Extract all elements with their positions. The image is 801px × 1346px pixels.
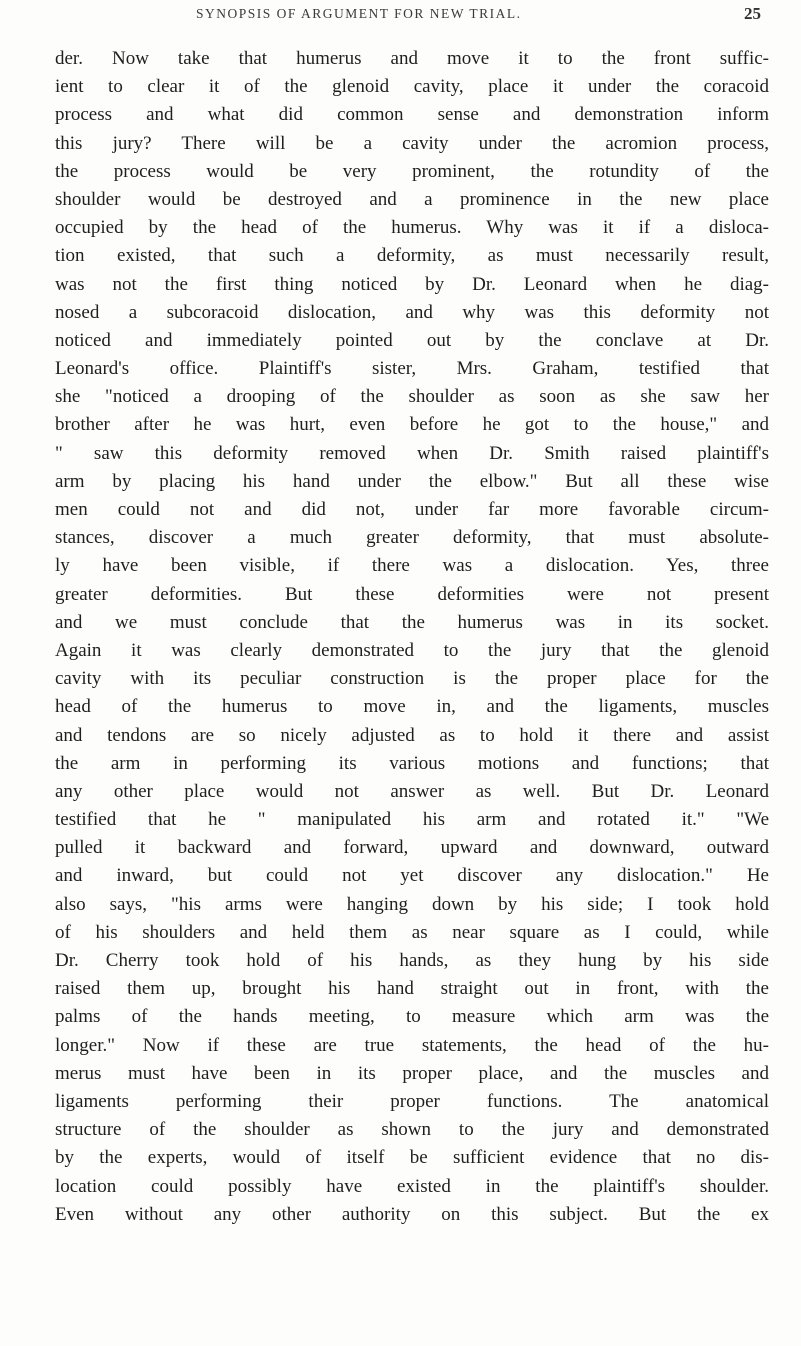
text-line: she "noticed a drooping of the shoulder as soon as she saw her xyxy=(55,386,769,408)
text-line: arm by placing his hand under the elbow." But all these wise xyxy=(55,470,769,492)
text-line: Dr. Cherry took hold of his hands, as they hung by his side xyxy=(55,950,769,971)
text-line: palms of the hands meeting, to measure which arm was the xyxy=(55,1006,769,1028)
text-line: noticed and immediately pointed out by the conclave at Dr. xyxy=(55,329,769,351)
text-line: this jury? There will be a cavity under the acromion process, xyxy=(55,132,769,154)
text-line: cavity with its peculiar construction is the proper place for the xyxy=(55,668,769,690)
text-line: Again it was clearly demonstrated to the jury that the glenoid xyxy=(55,639,769,661)
text-line: ly have been visible, if there was a dislocation. Yes, three xyxy=(55,555,769,577)
text-line: also says, "his arms were hanging down by his side; I took hold xyxy=(55,893,769,915)
text-line: merus must have been in its proper place, and the muscles and xyxy=(55,1062,769,1084)
text-line: shoulder would be destroyed and a prominence in the new place xyxy=(55,188,769,210)
text-line: der. Now take that humerus and move it to the front suffic- xyxy=(55,48,769,69)
text-line: longer." Now if these are true statements, the head of the hu- xyxy=(55,1034,769,1056)
text-line: testified that he " manipulated his arm and rotated it." "We xyxy=(55,809,769,831)
text-line: ligaments performing their proper functions. The anatomical xyxy=(55,1090,769,1112)
text-line: Leonard's office. Plaintiff's sister, Mrs. Graham, testified that xyxy=(55,358,769,380)
page-number: 25 xyxy=(744,4,761,23)
text-line: stances, discover a much greater deformity, that must absolute- xyxy=(55,527,769,549)
text-line: occupied by the head of the humerus. Why was it if a disloca- xyxy=(55,217,769,239)
text-line: men could not and did not, under far more favorable circum- xyxy=(55,499,769,520)
text-line: brother after he was hurt, even before he got to the house," and xyxy=(55,414,769,436)
text-line: the process would be very prominent, the rotundity of the xyxy=(55,160,769,182)
text-line: location could possibly have existed in the plaintiff's shoulder. xyxy=(55,1175,769,1197)
text-line: and tendons are so nicely adjusted as to hold it there and assist xyxy=(55,724,769,746)
text-line: greater deformities. But these deformities were not present xyxy=(55,583,769,605)
text-line: head of the humerus to move in, and the ligaments, muscles xyxy=(55,696,769,718)
text-line: process and what did common sense and demonstration inform xyxy=(55,104,769,126)
text-line: of his shoulders and held them as near square as I could, while xyxy=(55,921,769,943)
text-line: nosed a subcoracoid dislocation, and why was this deformity not xyxy=(55,301,769,323)
text-line: raised them up, brought his hand straight out in front, with the xyxy=(55,978,769,1000)
running-head: SYNOPSIS OF ARGUMENT FOR NEW TRIAL. xyxy=(196,6,522,21)
text-line: pulled it backward and forward, upward and downward, outward xyxy=(55,837,769,859)
text-line: any other place would not answer as well. But Dr. Leonard xyxy=(55,780,769,802)
text-line: ient to clear it of the glenoid cavity, place it under the coracoid xyxy=(55,76,769,98)
text-line: " saw this deformity removed when Dr. Smith raised plaintiff's xyxy=(55,442,769,464)
text-line: and inward, but could not yet discover any dislocation." He xyxy=(55,865,769,887)
text-line: the arm in performing its various motions and functions; that xyxy=(55,752,769,774)
text-line: was not the first thing noticed by Dr. Leonard when he diag- xyxy=(55,273,769,295)
body-text xyxy=(55,45,769,1229)
text-line: by the experts, would of itself be sufficient evidence that no dis- xyxy=(55,1147,769,1169)
text-line: tion existed, that such a deformity, as must necessarily result, xyxy=(55,245,769,267)
text-line: Even without any other authority on this subject. But the ex xyxy=(55,1203,769,1225)
text-line: and we must conclude that the humerus was in its socket. xyxy=(55,611,769,633)
text-line: structure of the shoulder as shown to the jury and demonstrated xyxy=(55,1119,769,1141)
